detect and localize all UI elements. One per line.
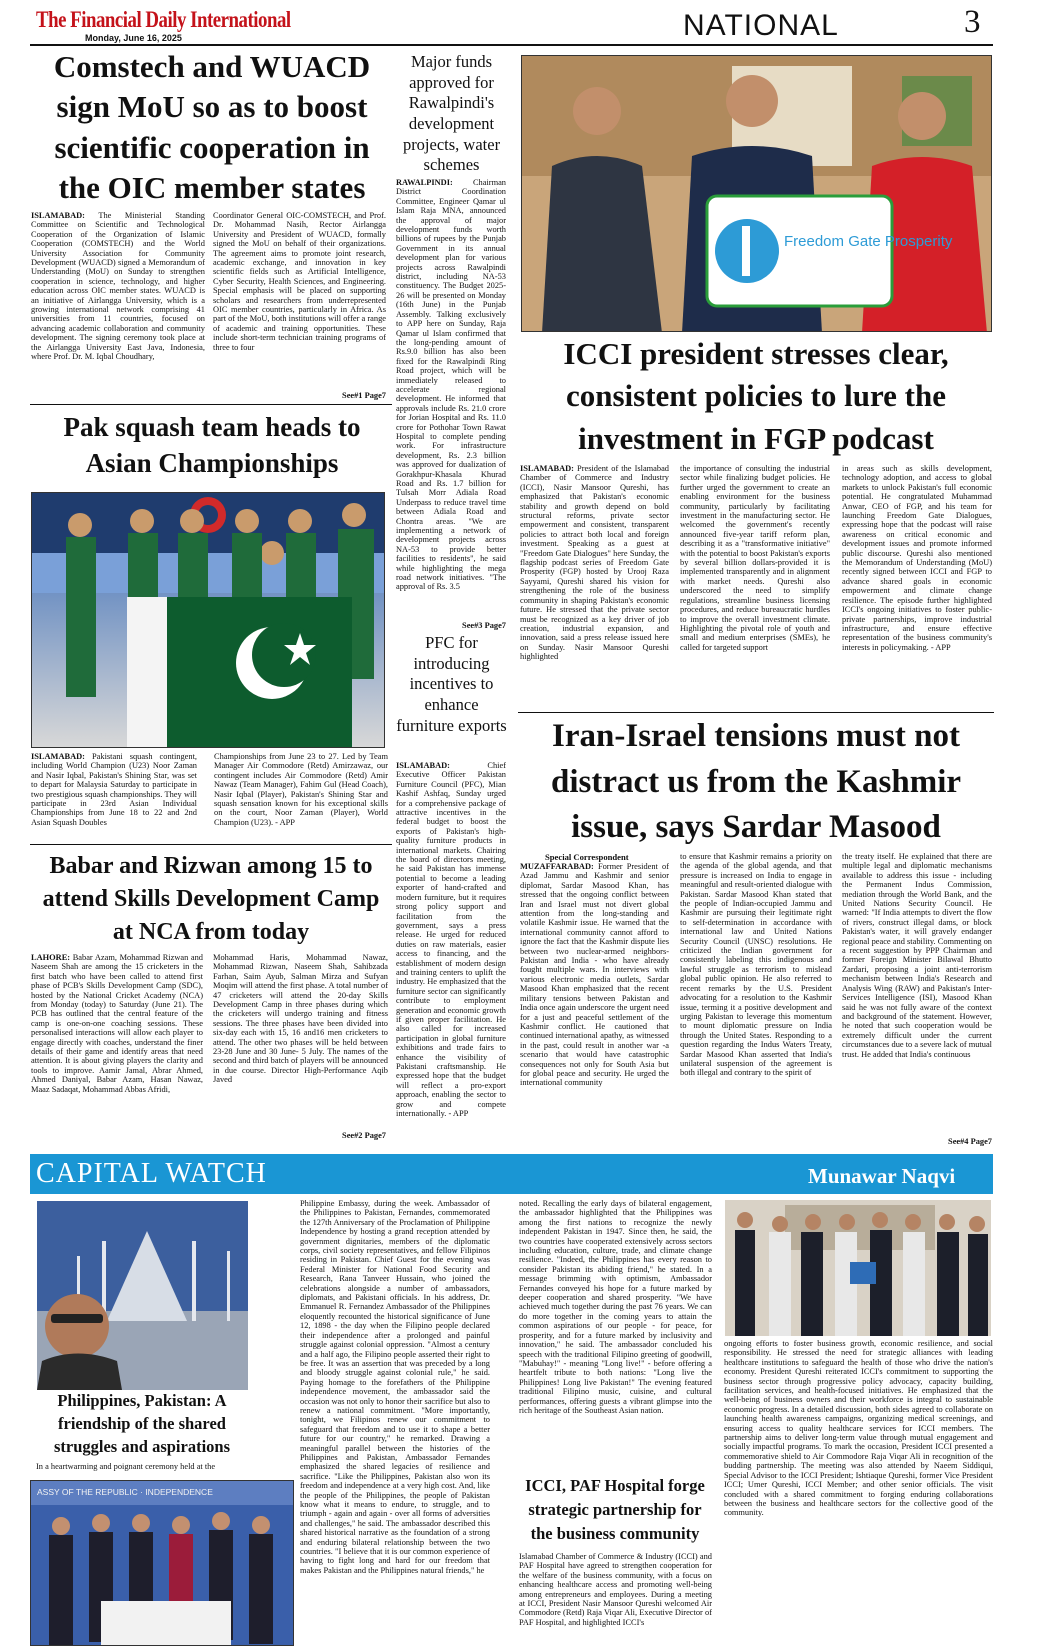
masthead-date: Monday, June 16, 2025 xyxy=(85,33,182,43)
fgp-podcast-image xyxy=(522,56,992,332)
paf-photo xyxy=(725,1200,991,1336)
columnist-photo xyxy=(37,1201,248,1390)
funds-body: RAWALPINDI: Chairman District Coordination Committee, Engineer Qamar ul Islam Raja MNA, announced the approval of major development funds worth billions of rupees by the Punjab Government in its annual development plan for various projects across Rawalpindi district, including NA-53 constituency. The Budget 2025-26 will be presented on Monday (16th June) in the Punjab Assembly. Talking exclusively to APP here on Sunday, Raja Qamar ul Islam confirmed that the long-pending amount of Rs.9.0 billion has also been fixed for the Rawalpindi Ring Road project, which will be immediately released to accelerate regional development. He informed that approvals include Rs. 21.0 crore for Jorian Hospital and Rs. 11.0 crore for Pothohar Town Rawat Hospital to complete pending work. For infrastructure development, Rs. 2.3 billion was approved for dualization of Gorakhpur-Khasala Khurad Road and Rs. 1.7 billion for Tulsah Morr Adiala Road Underpass to reduce travel time between Adiala Road and Chontra areas. "We are implementing a network of development projects across NA-53 to provide better facilities to residents", he said while highlighting the mega road network initiatives. "The approval of Rs. 3.5 xyxy=(396,178,506,592)
squash-headline: Pak squash team heads to Asian Championships xyxy=(63,412,361,479)
iran-continued: See#4 Page7 xyxy=(948,1137,992,1146)
squash-photo xyxy=(31,492,385,748)
babar-col2: Mohammad Haris, Mohammad Nawaz, Mohammad Rizwan, Naseem Shah, Sahibzada Farhan, Saim Ayub, Salman Mirza and Sufyan Moqim will attend the first phase. A total number of 47 cricketers will attend the 20-day Skills Development Camp in three phases during which the cricketers will undergo training and fitness sessions. The three phases have been divided into six-day each with 15, 16 and16 men cricketers to attend. The other two phases will be held between 23-28 June and 30 June- 5 July. The names of the second and third batch of players will be announced in due course. Director High-Performance Aqib Javed xyxy=(213,953,388,1085)
paf-col2: ongoing efforts to foster business growth, economic resilience, and social responsibility. He stressed the need for strategic alliances with leading healthcare institutions to safeguard the health of those who drive the nation's economy. President Qureshi reiterated ICCI's commitment to supporting the business sector through progressive policy advocacy, capacity building, facilitation services, and health-focused initiatives. He emphasized that the well-being of business owners and their workforce is integral to sustainable economic progress. In a detailed discussion, both sides agreed to collaborate on launching health awareness campaigns, organizing medical screenings, and ensuring access to quality healthcare services for ICCI members. The partnership aims to deliver long-term value through mutual engagement and socially impactful programs. To mark the occasion, President ICCI presented a commemorative shield to Air Commodore Raja Viqar Ali in recognition of the budding partnership. The meeting was also attended by Naeem Siddiqui, Special Advisor to the ICCI President; Ishtiaque Qureshi, former Vice President ICCI; Umer Qureshi, ICCI Member; and other senior officials. The visit concluded with a shared commitment to forging enduring collaborations between the business and healthcare sectors for the collective good of the community. xyxy=(724,1339,993,1518)
capital-col3: noted. Recalling the early days of bilateral engagement, the ambassador highlighted that the Philippines was among the first nations to recognize the newly independent Pakistan in 1947. Since then, he said, the two countries have cooperated extensively across sectors including education, culture, trade, and climate change resilience. "Indeed, the Philippines has every reason to consider Pakistan its abiding friend," he stated. In a message brimming with optimism, Ambassador Fernandes conveyed his hope for a future marked by deeper cooperation and shared prosperity. "We have achieved much together during the past 76 years. We can do more together in the coming years to attain the common aspirations of our people - for peace, for prosperity, and for a future marked by inclusivity and innovation," he said. The ambassador concluded his speech with the traditional Filipino greeting of goodwill, "Mabuhay!" - meaning "Long live!" - before offering a heartfelt tribute to both nations: "Long live the Philippines! Long live Pakistan!" The evening featured traditional Filipino music, cuisine, and cultural performances, offering guests a vibrant glimpse into the rich heritage of the Southeast Asian nation. xyxy=(519,1199,712,1415)
svg-text:Freedom Gate Prosperity: Freedom Gate Prosperity xyxy=(784,233,953,250)
fgp-photo xyxy=(521,55,992,332)
capital-watch-title: CAPITAL WATCH xyxy=(36,1158,267,1189)
fgp-col1: ISLAMABAD: President of the Islamabad Chamber of Commerce and Industry (ICCI), Nasir Mansoor Qureshi, has emphasized that Pakistan's economic stability and growth depend on bold structural reforms, private sector empowerment and consistent, transparent policies to attract both local and foreign investment. Speaking as a guest at "Freedom Gate Dialogues" here Sunday, the flagship podcast series of Freedom Gate Prosperity (FGP) hosted by Urooj Raza Sayyami, Qureshi shared his vision for strengthening the role of the business community in shaping Pakistan's economic future. He stressed that the private sector must be recognized as a key driver of job creation, industrial expansion, and innovation, said a press release issued here on Sunday. Nasir Mansoor Qureshi highlighted xyxy=(520,464,669,662)
pfc-body: ISLAMABAD: Chief Executive Officer Pakistan Furniture Council (PFC), Mian Kashif Ashfaq, Sunday urged for a comprehensive package of attractive incentives in the federal budget to boost the exports of Pakistan's high-quality furniture products in international markets. Chairing the board of directors meeting, he said Pakistan has immense potential to become a leading exporter of hand-crafted and modern furniture, but it requires strong policy support and facilitation from the government, says a press release. He urged for reduced duties on raw materials, easier access to financing, and the establishment of modern design and training centers to uplift the industry. He emphasized that the furniture sector can significantly contribute to employment generation and economic growth if given proper facilitation. He also called for increased participation in global furniture exhibitions and trade fairs to enhance the visibility of Pakistani craftsmanship. He expressed hope that the budget will reflect a pro-export approach, enabling the sector to grow and compete internationally. - APP xyxy=(396,761,506,1119)
columnist-image xyxy=(37,1201,248,1390)
capital-headline: Philippines, Pakistan: A friendship of the shared struggles and aspirations xyxy=(53,1391,231,1456)
divider xyxy=(30,404,392,405)
paf-headline: ICCI, PAF Hospital forge strategic partnership for the business community xyxy=(525,1476,705,1543)
svg-text:ASSY OF THE REPUBLIC · INDEPEN: ASSY OF THE REPUBLIC · INDEPENDENCE xyxy=(37,1487,213,1497)
fgp-headline: ICCI president stresses clear, consistent policies to lure the investment in FGP podcast xyxy=(563,336,949,456)
ceremony-image xyxy=(31,1481,294,1646)
iran-col1: MUZAFFARABAD: Former President of Azad Jammu and Kashmir and senior diplomat, Sardar Masood Khan, has stressed that the ongoing conflict between Iran and Israel must not divert global attention from the long-standing and volatile Kashmir issue. He warned that the international community cannot afford to ignore the fact that the Kashmir dispute lies between two nuclear-armed neighbors- Pakistan and India - who have already fought multiple wars. In interviews with various electronic media outlets, Sardar Masood Khan emphasized that the recent military tensions between Pakistan and India once again underscore the urgent need for a just and peaceful settlement of the Kashmir conflict. He cautioned that continued international apathy, as witnessed in the past, could result in another war -a scenario that would have catastrophic consequences not only for South Asia but for global peace and security. He urged the international community xyxy=(520,862,669,1088)
comstech-headline: Comstech and WUACD sign MoU so as to boost scientific cooperation in the OIC member states xyxy=(53,49,371,205)
divider xyxy=(30,844,392,845)
paf-col1: Islamabad Chamber of Commerce & Industry (ICCI) and PAF Hospital have agreed to strengthen cooperation for the welfare of the business community, with a focus on enhancing healthcare access and promoting well-being among entrepreneurs and employees. During a meeting at ICCI, President Nasir Mansoor Qureshi welcomed Air Commodore (Retd) Raja Viqar Ali, Executive Director of PAF Hospital, and highlighted ICCI's xyxy=(519,1552,712,1627)
iran-col3: the treaty itself. He explained that there are multiple legal and diplomatic mechanisms available to address this issue - including the Permanent Indus Commission, mediation through the World Bank, and the United Nations Security Council. He warned: "If India attempts to divert the flow of rivers, construct illegal dams, or block Pakistan's water, it will gravely endanger regional peace and stability. Commenting on a recent suggestion by PPP Chairman and former Foreign Minister Bilawal Bhutto Zardari, proposing a joint anti-terrorism mechanism between India's Research and Analysis Wing (RAW) and Pakistan's Inter-Services Intelligence (ISI), Masood Khan said he was not fully aware of the context and background of the statement. However, he noted that such cooperation would be extremely difficult under the current circumstances due to a severe lack of mutual trust. He added that India's continuous xyxy=(842,852,992,1059)
paf-meeting-image xyxy=(725,1200,991,1336)
section-label: NATIONAL xyxy=(683,9,839,42)
squash-col2: Championships from June 23 to 27. Led by Team Manager Air Commodore (Retd) Amirzawaz, our contingent includes Air Commodore (Retd) Amir Nawaz (Team Manager), Fahim Gul (Head Coach), Nasir Iqbal (Player), Pakistan's Shining Star and squash sensation known for his exceptional skills on the court, Noor Zaman (Player), World Champion (U23). - APP xyxy=(214,752,388,827)
iran-headline: Iran-Israel tensions must not distract us from the Kashmir issue, says Sardar Masood xyxy=(550,718,962,846)
babar-headline: Babar and Rizwan among 15 to attend Skills Development Camp at NCA from today xyxy=(42,853,380,946)
iran-col2: to ensure that Kashmir remains a priority on the agenda of the global agenda, and that pressure is increased on India to engage in meaningful and result-oriented dialogue with Pakistan. Sardar Masood Khan stated that the people of Indian-occupied Jammu and Kashmir are pursuing their legitimate right to self-determination in accordance with international law and United Nations Security Council (UNSC) resolutions. He criticized the Indian government for consistently labeling this indigenous and lawful struggle as terrorism to mislead global public opinion. He also referred to recent remarks by the U.S. President advocating for a resolution to the Kashmir issue, terming it a positive development and urging Pakistan to leverage this momentum to mount diplomatic pressure on India through the United States. Responding to a question regarding the Indus Waters Treaty, Sardar Masood Khan asserted that India's unilateral suspension of the agreement is both illegal and contrary to the spirit of xyxy=(680,852,832,1078)
iran-byline: Special Correspondent xyxy=(545,852,629,862)
divider xyxy=(518,712,994,713)
page-number: 3 xyxy=(964,4,981,40)
pfc-headline: PFC for introducing incentives to enhance furniture exports xyxy=(396,633,507,735)
squash-col1: ISLAMABAD: Pakistani squash contingent, including World Champion (U23) Noor Zaman and Nasir Iqbal, Pakistan's Shining Star, was set to depart for Malaysia Saturday to participate in two prestigious squash championships. They will participate in 23rd Asian Individual Championships from June 18 to 22 and 2nd Asian Squash Doubles xyxy=(31,752,197,827)
comstech-col2: Coordinator General OIC-COMSTECH, and Prof. Dr. Mohammad Nasih, Rector Airlangga University and President of WUACD, formally signed the MoU on behalf of their organizations. The agreement aims to promote joint research, academic exchange, and innovation in key scientific fields such as Artificial Intelligence, Cyber Security, Health Sciences, and Engineering. Special emphasis will be placed on supporting scholars and researchers from underrepresented OIC member countries, particularly in Africa. As part of the MoU, both institutions will offer a range of academic and training opportunities. These include short-term technician training programs of three to four xyxy=(213,211,386,352)
masthead-title: The Financial Daily International xyxy=(36,7,291,32)
fgp-col2: the importance of consulting the industrial sector while finalizing budget policies. He further urged the government to create an enabling environment for the business community, particularly by facilitating investment in the manufacturing sector. He welcomed the government's recently announced five-year tariff reform plan, describing it as a "transformative initiative" with the potential to boost Pakistan's exports by several billion dollars-provided it is implemented transparently and in alignment with market needs. Qureshi also underscored the need to simplify regulations, streamline business licensing procedures, and reduce bureaucratic hurdles to improve the overall investment climate. Highlighting the pivotal role of youth and small and medium enterprises (SMEs), he called for targeted support xyxy=(680,464,830,652)
masthead-rule xyxy=(30,44,993,46)
column-author: Munawar Naqvi xyxy=(808,1164,956,1188)
babar-continued: See#2 Page7 xyxy=(342,1131,386,1140)
comstech-continued: See#1 Page7 xyxy=(342,391,386,400)
capital-col2: Philippine Embassy, during the week. Ambassador of the Philippines to Pakistan, Fernandes, commemorated the 127th Anniversary of the Proclamation of Philippine Independence by hosting a grand reception attended by government dignitaries, members of the diplomatic corps, civil society representatives, and fellow Filipinos residing in Pakistan. Chief Guest for the evening was Federal Minister for National Food Security and Research, Rana Tanveer Hussain, who joined the celebrations alongside a number of ambassadors, diplomats, and Pakistani officials. In his address, Dr. Emmanuel R. Fernandez Ambassador of the Philippines eloquently recounted the historical significance of June 12, 1898 - the day when the Filipino people declared their independence after a prolonged and painful struggle against colonial oppression. "Almost a century and a half ago, the Filipino people asserted their right to be free. It was an assertion that was preceded by a long and bloody struggle against colonial rule," he said. Paying homage to the forefathers of the Philippine independence movement, the ambassador said the occasion was not only to honor their sacrifice but also to renew a national commitment. "More importantly, tonight, we Filipinos renew our commitment to safeguard that freedom and to use it to shape a better future for our country," he remarked. Drawing a meaningful parallel between the histories of the Philippines and Pakistan, Ambassador Fernandes emphasized the shared legacies of resilience and sacrifice. "Like the Philippines, Pakistan also won its freedom and independence at a very high cost. And, like the people of the Philippines, the people of Pakistan know what it means to endure, to struggle, and to triumph - again and again - over all forms of adversities and challenges," he said. The ambassador described this shared historical narrative as the foundation of a strong and enduring bilateral relationship between the two countries. "I believe that it is our common experience of having to fight long and hard for our freedom that makes Pakistan and the Philippines natural friends," he xyxy=(300,1199,490,1575)
funds-continued: See#3 Page7 xyxy=(462,621,506,630)
squash-team-image xyxy=(32,493,385,748)
babar-col1: LAHORE: Babar Azam, Mohammad Rizwan and Naseem Shah are among the 15 cricketers in the first batch who have been called to attend first phase of PCB's Skills Development Camp (SDC), hosted by the National Cricket Academy (NCA) from Monday (today) to Saturday (June 21). The PCB has outlined that the central feature of the camp is one-on-one coaching sessions. These personalised interactions will allow each player to engage directly with coaches, understand the finer details of their game and identify areas that need attention. It is about giving players the clarity and tools to improve. Aamir Jamal, Abrar Ahmed, Ahmed Daniyal, Babar Azam, Hasan Nawaz, Maaz Sadaqat, Mohammad Abbas Afridi, xyxy=(31,953,203,1094)
ceremony-photo xyxy=(30,1480,294,1646)
fgp-col3: in areas such as skills development, technology adoption, and access to global markets to unlock Pakistan's full economic potential. He congratulated Muhammad Anwar, CEO of FGP, and his team for launching Freedom Gate Dialogues, expressing hope that the podcast will raise awareness on critical economic and development issues and promote informed public discourse. Qureshi also mentioned the Memorandum of Understanding (MoU) recently signed between ICCI and FGP to advance shared goals in economic empowerment and climate change resilience. The episode further highlighted ICCI's ongoing initiatives to foster public-private partnerships, improve industrial infrastructure, and ensure effective representation of the business community's interests in policymaking. - APP xyxy=(842,464,992,652)
capital-lead: In a heartwarming and poignant ceremony held at the xyxy=(36,1462,216,1471)
comstech-col1: ISLAMABAD: The Ministerial Standing Committee on Scientific and Technological Cooperation of the Organization of Islamic Cooperation (COMSTECH) and the World University Association for Community Development (WUACD) signed a Memorandum of Understanding (MoU) on Sunday to strengthen cooperation in science, technology, and higher education across OIC member states. WUACD is an initiative of Airlangga University, which is a growing international network comprising 41 universities from 11 countries, focused on advancing academic collaboration and community development. The signing ceremony took place at the Airlangga University East Java, Indonesia, where Prof. Dr. M. Iqbal Choudhary, xyxy=(31,211,205,362)
funds-headline: Major funds approved for Rawalpindi's development projects, water schemes xyxy=(402,52,501,175)
